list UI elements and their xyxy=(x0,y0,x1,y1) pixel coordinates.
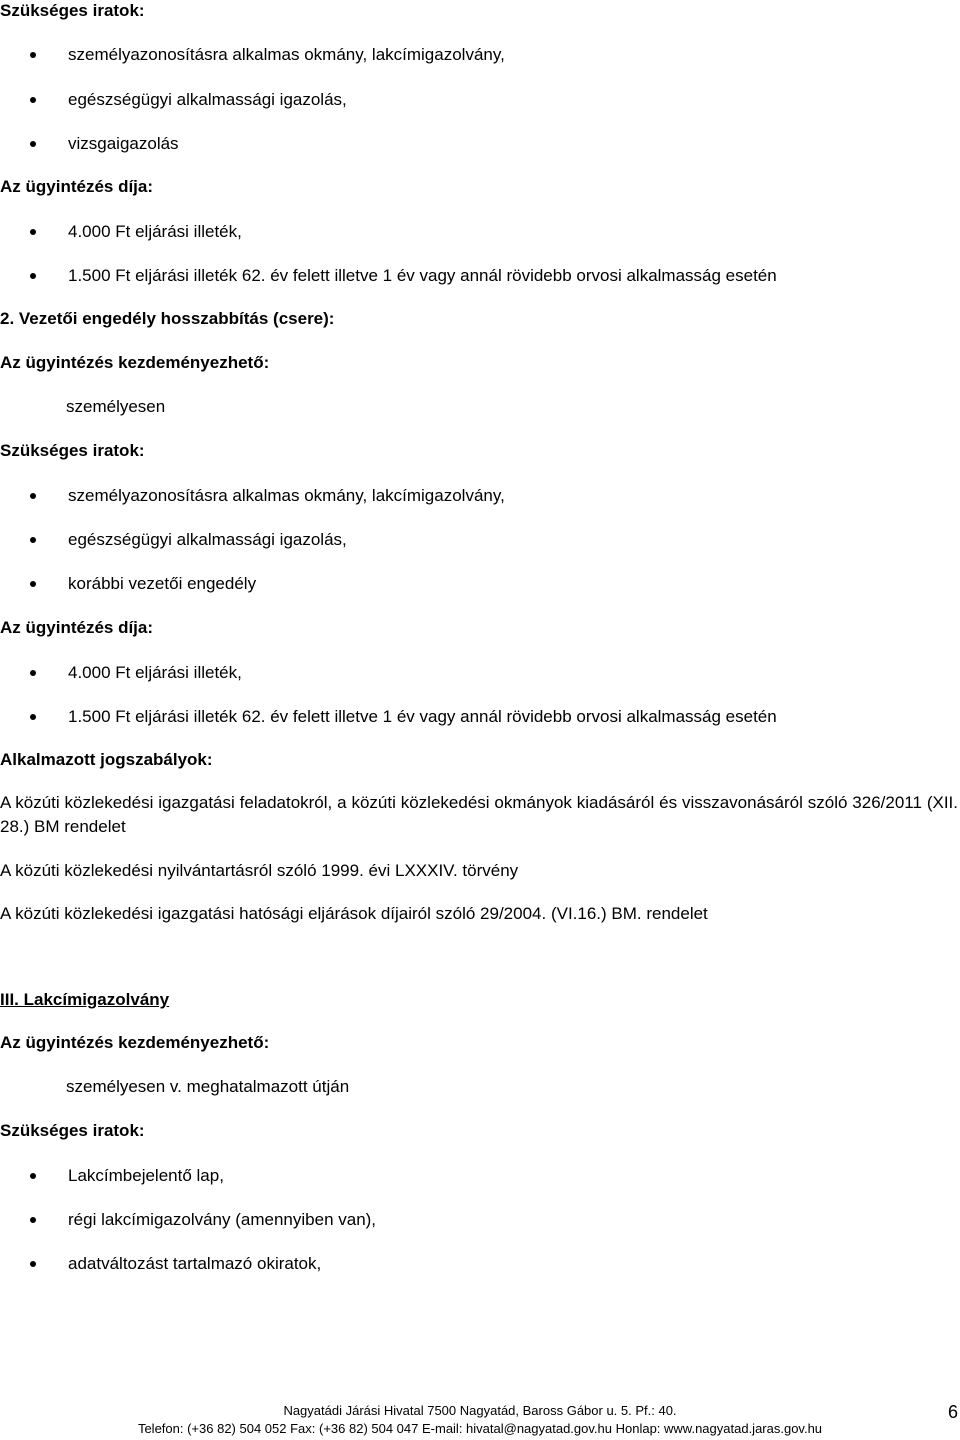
bullet-icon xyxy=(30,52,36,58)
footer-contact: Telefon: (+36 82) 504 052 Fax: (+36 82) 504 047 E-mail: hivatal@nagyatad.gov.hu Honlap: www.nagyatad.jaras.gov.hu xyxy=(137,1421,823,1436)
list-item: 1.500 Ft eljárási illeték 62. év felett illetve 1 év vagy annál rövidebb orvosi alkalmasság esetén xyxy=(68,707,777,726)
docs-heading: Szükséges iratok: xyxy=(0,1121,145,1140)
bullet-icon xyxy=(30,1173,36,1179)
law-paragraph: A közúti közlekedési igazgatási hatósági eljárások díjairól szóló 29/2004. (VI.16.) BM. rendelet xyxy=(0,904,708,923)
fee-heading: Az ügyintézés díja: xyxy=(0,177,154,196)
bullet-icon xyxy=(30,581,36,587)
list-item: egészségügyi alkalmassági igazolás, xyxy=(68,90,347,109)
list-item: régi lakcímigazolvány (amennyiben van), xyxy=(68,1210,377,1229)
bullet-icon xyxy=(30,493,36,499)
list-item: 4.000 Ft eljárási illeték, xyxy=(68,663,242,682)
bullet-icon xyxy=(30,537,36,543)
law-paragraph: A közúti közlekedési igazgatási feladatokról, a közúti közlekedési okmányok kiadásáról és visszavonásáról szóló 326/2011 (XII. 28.) BM rendelet xyxy=(0,793,958,836)
fee-heading: Az ügyintézés díja: xyxy=(0,618,154,637)
bullet-icon xyxy=(30,670,36,676)
section-title: 2. Vezetői engedély hosszabbítás (csere): xyxy=(0,309,335,328)
law-paragraph: A közúti közlekedési nyilvántartásról szóló 1999. évi LXXXIV. törvény xyxy=(0,861,519,880)
init-heading: Az ügyintézés kezdeményezhető: xyxy=(0,1033,270,1052)
init-value: személyesen v. meghatalmazott útján xyxy=(66,1077,350,1096)
list-item: korábbi vezetői engedély xyxy=(68,574,257,593)
bullet-icon xyxy=(30,1261,36,1267)
docs-heading: Szükséges iratok: xyxy=(0,441,145,460)
list-item: 4.000 Ft eljárási illeték, xyxy=(68,222,242,241)
list-item: személyazonosításra alkalmas okmány, lakcímigazolvány, xyxy=(68,45,505,64)
init-heading: Az ügyintézés kezdeményezhető: xyxy=(0,353,270,372)
bullet-icon xyxy=(30,229,36,235)
section-title: III. Lakcímigazolvány xyxy=(0,990,170,1009)
list-item: egészségügyi alkalmassági igazolás, xyxy=(68,530,347,549)
list-item: vizsgaigazolás xyxy=(68,134,179,153)
page-number: 6 xyxy=(947,1402,958,1422)
bullet-icon xyxy=(30,141,36,147)
bullet-icon xyxy=(30,714,36,720)
init-value: személyesen xyxy=(66,397,166,416)
list-item: személyazonosításra alkalmas okmány, lakcímigazolvány, xyxy=(68,486,505,505)
laws-heading: Alkalmazott jogszabályok: xyxy=(0,750,213,769)
list-item: Lakcímbejelentő lap, xyxy=(68,1166,224,1185)
list-item: 1.500 Ft eljárási illeték 62. év felett illetve 1 év vagy annál rövidebb orvosi alkalmasság esetén xyxy=(68,266,777,285)
bullet-icon xyxy=(30,97,36,103)
list-item: adatváltozást tartalmazó okiratok, xyxy=(68,1254,322,1273)
bullet-icon xyxy=(30,273,36,279)
footer-address: Nagyatádi Járási Hivatal 7500 Nagyatád, Baross Gábor u. 5. Pf.: 40. xyxy=(283,1403,677,1418)
docs-heading: Szükséges iratok: xyxy=(0,1,145,20)
bullet-icon xyxy=(30,1217,36,1223)
